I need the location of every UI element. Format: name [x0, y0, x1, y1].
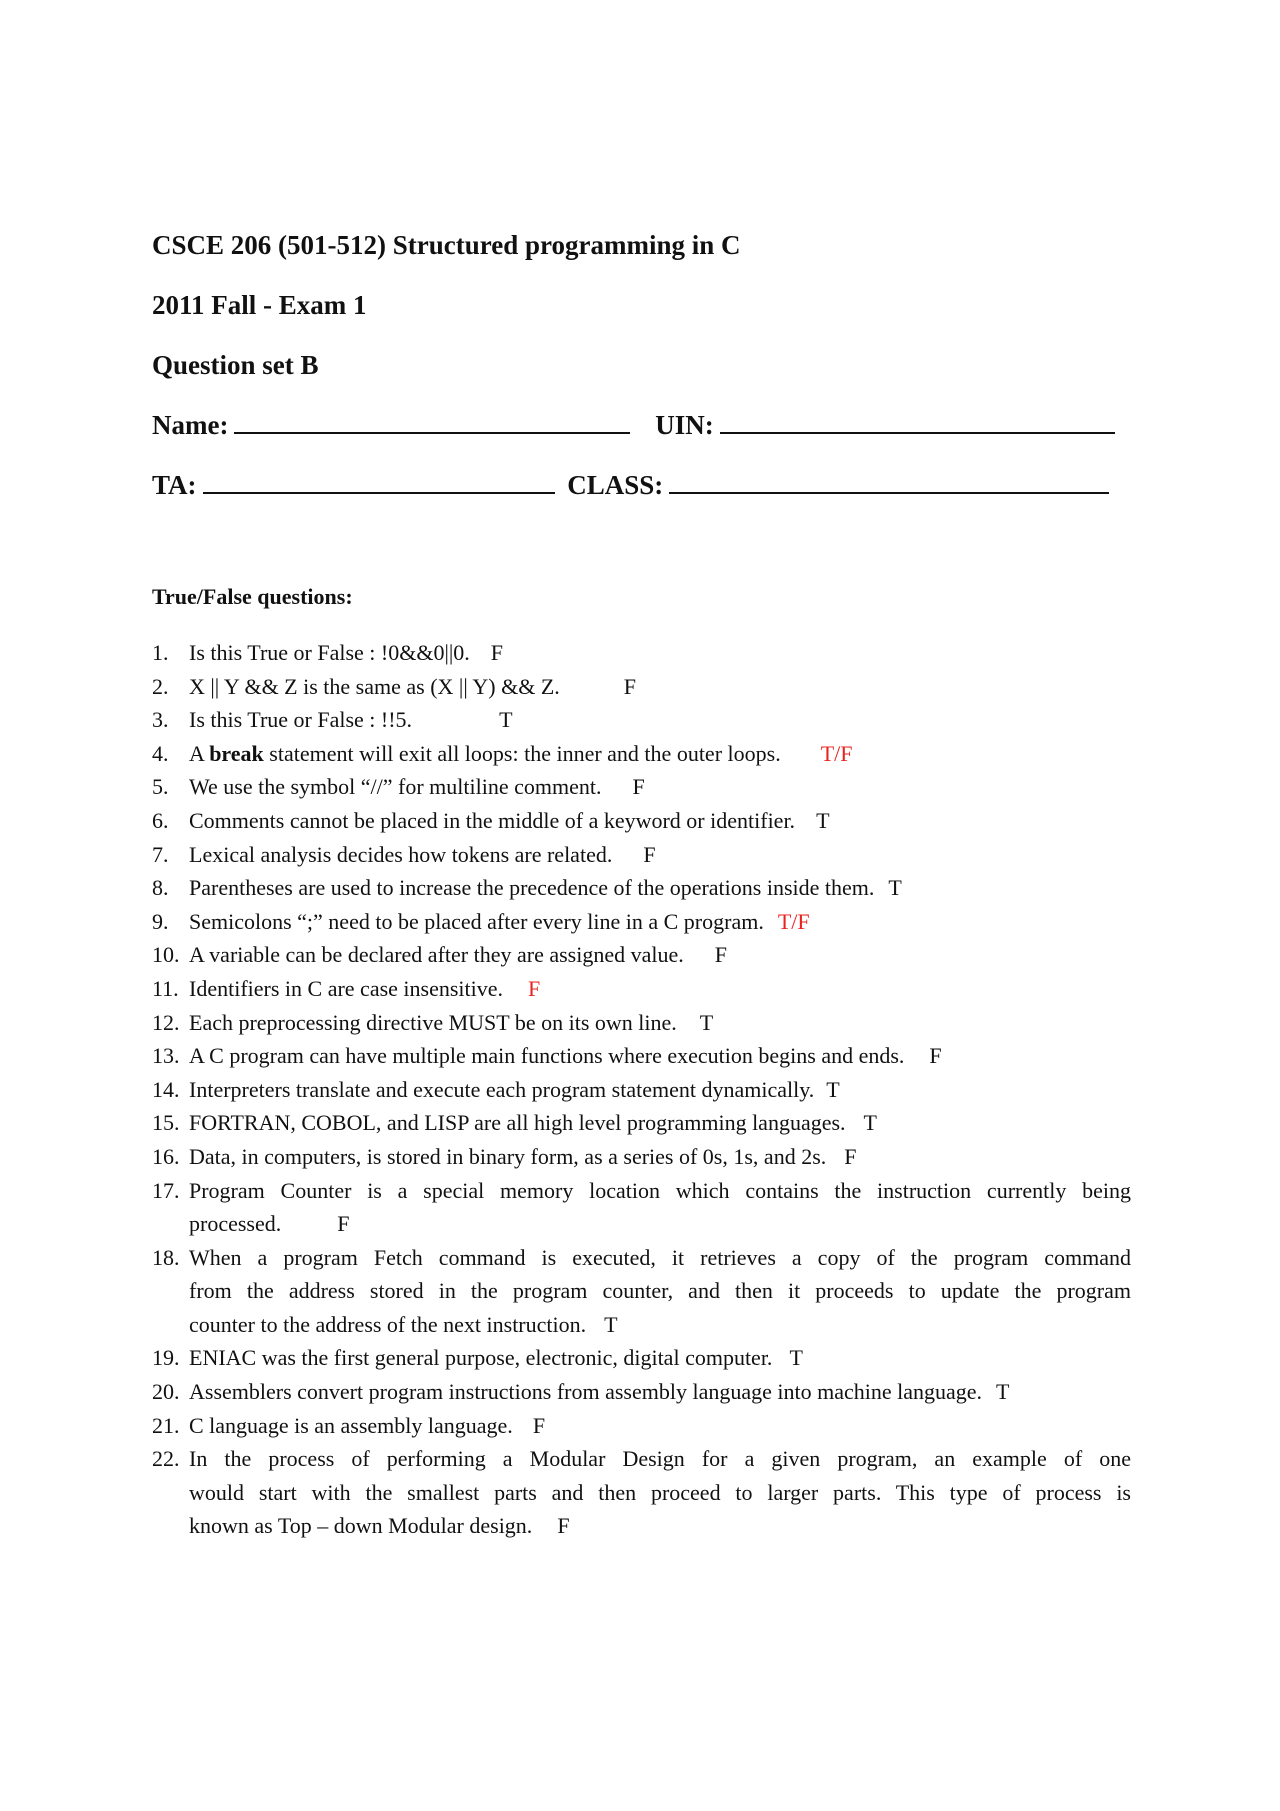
answer: T — [826, 1076, 840, 1102]
exam-title: 2011 Fall - Exam 1 — [152, 290, 367, 320]
question-number: 10. — [152, 942, 180, 968]
name-uin-row — [152, 410, 1115, 441]
question-text: In the process of performing a Modular Design for a given program, an example of one — [189, 1446, 1131, 1472]
keyword-bold: break — [209, 740, 264, 766]
question-line — [189, 1039, 1131, 1073]
answer: T — [699, 1009, 714, 1035]
answer: T/F — [777, 908, 810, 934]
question-number: 11. — [152, 975, 179, 1001]
question-line — [189, 1509, 1131, 1543]
question-number: 6. — [152, 807, 169, 833]
question-number: 18. — [152, 1244, 180, 1270]
question-set: Question set B — [152, 350, 319, 380]
answer: F — [490, 640, 504, 665]
question-line — [189, 1409, 1131, 1443]
question-item — [152, 1073, 1131, 1107]
answer: T — [888, 875, 902, 901]
question-line — [189, 1375, 1131, 1409]
question-text: A variable can be declared after they are assigned value. — [189, 942, 684, 968]
question-item — [152, 804, 1131, 838]
question-number: 2. — [152, 673, 169, 699]
question-item — [152, 1241, 1131, 1342]
section-title: True/False questions: — [152, 584, 353, 609]
question-item — [152, 1140, 1131, 1174]
answer: F — [714, 942, 727, 968]
question-number: 5. — [152, 774, 169, 800]
answer: T — [604, 1311, 618, 1337]
answer: F — [557, 1513, 570, 1539]
question-item — [152, 1442, 1131, 1543]
question-text: Data, in computers, is stored in binary form, as a series of 0s, 1s, and 2s. — [189, 1143, 827, 1169]
question-text: counter to the address of the next instruction. — [189, 1311, 587, 1337]
question-number: 20. — [152, 1379, 180, 1405]
question-line — [189, 838, 1131, 872]
question-line — [189, 770, 1131, 804]
question-item — [152, 1341, 1131, 1375]
question-text — [189, 737, 1131, 771]
answer: T/F — [820, 740, 853, 766]
ta-label: TA: — [152, 470, 197, 500]
question-text: Each preprocessing directive MUST be on its own line. — [189, 1009, 677, 1035]
question-number: 13. — [152, 1043, 180, 1069]
question-item — [152, 938, 1131, 972]
question-line — [189, 1308, 1131, 1342]
question-item — [152, 703, 1131, 737]
question-list — [152, 636, 1131, 1543]
answer: T — [789, 1345, 803, 1371]
question-number: 21. — [152, 1412, 180, 1438]
question-number: 9. — [152, 908, 169, 934]
question-text-part: A — [189, 740, 210, 766]
question-line — [189, 938, 1131, 972]
question-item — [152, 1174, 1131, 1241]
question-line — [189, 1442, 1131, 1476]
question-text: would start with the smallest parts and then proceed to larger parts. This type of process is — [189, 1479, 1131, 1505]
question-text: Program Counter is a special memory location which contains the instruction currently being — [189, 1177, 1131, 1203]
question-item — [152, 670, 1131, 704]
question-number: 1. — [152, 640, 169, 665]
course-title: CSCE 206 (501-512) Structured programming in C — [152, 230, 741, 260]
question-item — [152, 1106, 1131, 1140]
answer: T — [499, 707, 513, 733]
answer: F — [929, 1043, 942, 1069]
question-number: 15. — [152, 1110, 180, 1136]
question-text: processed. — [189, 1211, 282, 1237]
question-text: Identifiers in C are case insensitive. — [189, 975, 504, 1001]
answer: F — [337, 1211, 350, 1237]
uin-label: UIN: — [655, 410, 714, 440]
question-number: 12. — [152, 1009, 180, 1035]
answer: T — [816, 807, 830, 833]
question-text: Is this True or False : !!5. — [189, 707, 413, 733]
uin-field[interactable] — [720, 410, 1115, 434]
name-field[interactable] — [234, 410, 630, 434]
question-line — [189, 1174, 1131, 1208]
answer: F — [643, 841, 656, 867]
question-item — [152, 972, 1131, 1006]
question-item — [152, 636, 1131, 670]
answer: T — [863, 1110, 877, 1136]
question-item — [152, 1375, 1131, 1409]
question-line — [189, 1241, 1131, 1275]
question-text: We use the symbol “//” for multiline comment. — [189, 774, 602, 800]
answer: F — [532, 1412, 546, 1438]
question-text: from the address stored in the program counter, and then it proceeds to update the program — [189, 1278, 1131, 1304]
answer: F — [844, 1143, 857, 1169]
question-number: 17. — [152, 1177, 180, 1203]
question-line — [189, 1341, 1131, 1375]
question-line — [189, 703, 1131, 737]
question-line — [189, 871, 1131, 905]
question-line — [189, 636, 1131, 670]
question-text: A C program can have multiple main functions where execution begins and ends. — [189, 1043, 905, 1069]
class-label: CLASS: — [567, 470, 664, 500]
question-line — [189, 804, 1131, 838]
question-number: 16. — [152, 1143, 180, 1169]
answer: F — [632, 774, 645, 800]
question-line — [189, 1073, 1131, 1107]
question-item — [152, 1039, 1131, 1073]
question-text: Semicolons “;” need to be placed after every line in a C program. — [189, 908, 764, 934]
question-item — [152, 838, 1131, 872]
question-item — [152, 737, 1131, 771]
question-text: When a program Fetch command is executed, it retrieves a copy of the program command — [189, 1244, 1131, 1270]
question-text: C language is an assembly language. — [189, 1412, 513, 1438]
question-text: Is this True or False : !0&&0||0. — [189, 640, 470, 665]
question-item — [152, 1409, 1131, 1443]
question-line — [189, 1006, 1131, 1040]
question-number: 8. — [152, 875, 169, 901]
question-number: 19. — [152, 1345, 180, 1371]
answer: T — [996, 1379, 1010, 1405]
ta-class-row — [152, 470, 1109, 501]
question-line — [189, 1476, 1131, 1510]
question-text: Interpreters translate and execute each program statement dynamically. — [189, 1076, 815, 1102]
question-item — [152, 770, 1131, 804]
question-text: Assemblers convert program instructions from assembly language into machine language. — [189, 1379, 983, 1405]
answer: F — [623, 673, 637, 699]
answer: F — [528, 975, 541, 1001]
question-text: X || Y && Z is the same as (X || Y) && Z. — [189, 673, 560, 699]
question-text: FORTRAN, COBOL, and LISP are all high level programming languages. — [189, 1110, 846, 1136]
question-line — [189, 670, 1131, 704]
ta-field[interactable] — [203, 470, 555, 494]
question-text: Lexical analysis decides how tokens are related. — [189, 841, 613, 867]
question-item — [152, 871, 1131, 905]
question-line — [189, 1207, 1131, 1241]
question-item — [152, 905, 1131, 939]
question-text: known as Top – down Modular design. — [189, 1513, 533, 1539]
question-line — [189, 1106, 1131, 1140]
question-number: 4. — [152, 740, 169, 766]
question-line — [189, 1274, 1131, 1308]
question-number: 22. — [152, 1446, 180, 1472]
question-item — [152, 1006, 1131, 1040]
class-field[interactable] — [669, 470, 1109, 494]
question-text: ENIAC was the first general purpose, electronic, digital computer. — [189, 1345, 773, 1371]
question-line — [189, 905, 1131, 939]
question-number: 3. — [152, 707, 169, 733]
question-line — [189, 1140, 1131, 1174]
question-text: Parentheses are used to increase the precedence of the operations inside them. — [189, 875, 875, 901]
question-line — [189, 972, 1131, 1006]
question-text: Comments cannot be placed in the middle of a keyword or identifier. — [189, 807, 796, 833]
name-label: Name: — [152, 410, 229, 440]
question-number: 7. — [152, 841, 169, 867]
question-text-part: statement will exit all loops: the inner and the outer loops. — [263, 740, 781, 766]
question-number: 14. — [152, 1076, 180, 1102]
